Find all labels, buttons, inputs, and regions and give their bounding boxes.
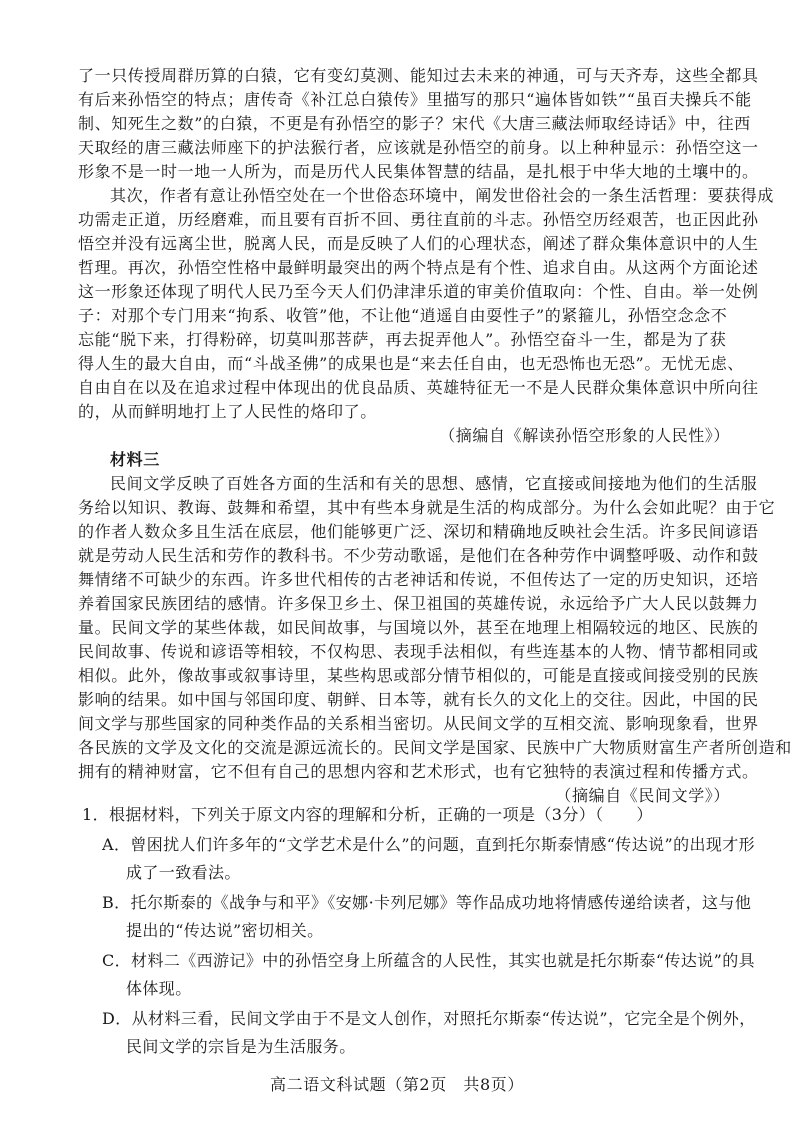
text-line: 务给以知识、教诲、鼓舞和希望，其中有些本身就是生活的构成部分。为什么会如此呢？由于它	[78, 498, 776, 517]
option-text: 民间文学的宗旨是为生活服务。	[126, 1037, 356, 1056]
option-label: B．	[102, 893, 131, 912]
text-line: 相似。此外，像故事或叙事诗里，某些构思或部分情节相似的，可能是直接或间接受别的民族	[78, 666, 759, 685]
option-text: 托尔斯泰的《战争与和平》《安娜·卡列尼娜》等作品成功地将情感传递给读者，这与他	[130, 893, 752, 912]
question-1	[82, 801, 756, 1061]
option-b	[82, 889, 752, 945]
option-text: 从材料三看，民间文学由于不是文人创作，对照托尔斯泰“传达说”，它完全是个例外，	[131, 1009, 756, 1028]
text-line: 忘能“脱下来，打得粉碎，切莫叫那菩萨，再去捉弄他人”。孙悟空奋斗一生，都是为了获	[78, 330, 727, 349]
text-line: 了一只传授周群历算的白猿，它有变幻莫测、能知过去未来的神通，可与天齐寿，这些全都具	[78, 66, 759, 85]
text-line: 的，从而鲜明地打上了人民性的烙印了。	[78, 402, 377, 421]
text-line: 子：对那个专门用来“拘系、收管”他，不让他“逍遥自由耍性子”的紧箍儿，孙悟空念念不	[78, 306, 728, 325]
option-c	[82, 947, 756, 1003]
option-a	[82, 831, 756, 887]
material-two-continuation	[78, 64, 792, 808]
page-footer: 高二语文科试题（第2页 共8页）	[270, 1075, 524, 1094]
text-line: 自由自在以及在追求过程中体现出的优良品质、英雄特征无一不是人民群众集体意识中所向往	[78, 378, 759, 397]
source-attribution: （摘编自《民间文学》）	[555, 786, 730, 805]
text-line: 形象不是一时一地一人所为，而是历代人民集体智慧的结晶，是扎根于中华大地的土壤中的。	[78, 162, 759, 181]
text-line: 间文学与那些国家的同种类作品的关系相当密切。从民间文学的互相交流、影响现象看，世界	[78, 714, 759, 733]
text-line: 各民族的文学及文化的交流是源远流长的。民间文学是国家、民族中广大物质财富生产者所创造和	[78, 738, 792, 757]
text-line: 功需走正道，历经磨难，而且要有百折不回、勇往直前的斗志。孙悟空历经艰苦，也正因此孙	[78, 210, 759, 229]
source-attribution: （摘编自《解读孙悟空形象的人民性》）	[439, 426, 730, 445]
question-stem: 1．根据材料，下列关于原文内容的理解和分析，正确的一项是（3分）（ ）	[82, 805, 653, 824]
text-line: 养着国家民族团结的感情。许多保卫乡土、保卫祖国的英雄传说，永远给予广大人民以鼓舞力	[78, 594, 759, 613]
option-text: 体体现。	[126, 979, 192, 998]
text-line: 量。民间文学的某些体裁，如民间故事，与国境以外，甚至在地理上相隔较远的地区、民族的	[78, 618, 759, 637]
option-text: 成了一致看法。	[126, 863, 241, 882]
text-line: 其次，作者有意让孙悟空处在一个世俗态环境中，阐发世俗社会的一条生活哲理：要获得成	[110, 186, 775, 205]
text-line: 影响的结果。如中国与邻国印度、朝鲜、日本等，就有长久的文化上的交往。因此，中国的民	[78, 690, 759, 709]
option-line	[102, 947, 756, 975]
option-line	[102, 831, 756, 859]
text-line: 得人生的最大自由，而“斗战圣佛”的成果也是“来去任自由，也无恐怖也无恐”。无忧无虑、	[78, 354, 744, 373]
option-label: A．	[102, 835, 131, 854]
text-line: 就是劳动人民生活和劳作的教科书。不少劳动歌谣，是他们在各种劳作中调整呼吸、动作和鼓	[78, 546, 759, 565]
text-line: 舞情绪不可缺少的东西。许多世代相传的古老神话和传说，不但传达了一定的历史知识，还培	[78, 570, 759, 589]
text-line: 有后来孙悟空的特点；唐传奇《补江总白猿传》里描写的那只“遍体皆如铁”“虽百夫操兵不能	[78, 90, 752, 109]
option-d	[82, 1005, 756, 1061]
text-line: 哲理。再次，孙悟空性格中最鲜明最突出的两个特点是有个性、追求自由。从这两个方面论述	[78, 258, 759, 277]
section-title: 材料三	[110, 450, 160, 469]
text-line: 悟空并没有远离尘世，脱离人民，而是反映了人们的心理状态，阐述了群众集体意识中的人生	[78, 234, 759, 253]
option-label: D．	[102, 1009, 132, 1028]
text-line: 民间文学反映了百姓各方面的生活和有关的思想、感情，它直接或间接地为他们的生活服	[110, 474, 758, 493]
option-label: C．	[102, 951, 132, 970]
option-line	[102, 1005, 756, 1033]
text-line: 制、知死生之数”的白猿，不更是有孙悟空的影子？宋代《大唐三藏法师取经诗话》中，往西	[78, 114, 751, 133]
text-line: 民间故事、传说和谚语等相较，不仅构思、表现手法相似，有些连基本的人物、情节都相同或	[78, 642, 759, 661]
text-line: 这一形象还体现了明代人民乃至今天人们仍津津乐道的审美价值取向：个性、自由。举一处例	[78, 282, 759, 301]
option-line	[102, 889, 752, 917]
text-line: 天取经的唐三藏法师座下的护法猴行者，应该就是孙悟空的前身。以上种种显示：孙悟空这一	[78, 138, 759, 157]
option-text: 提出的“传达说”密切相关。	[126, 921, 324, 940]
text-line: 拥有的精神财富，它不但有自己的思想内容和艺术形式，也有它独特的表演过程和传播方式。	[78, 762, 759, 781]
text-line: 的作者人数众多且生活在底层，他们能够更广泛、深切和精确地反映社会生活。许多民间谚语	[78, 522, 759, 541]
option-text: 材料二《西游记》中的孙悟空身上所蕴含的人民性，其实也就是托尔斯泰“传达说”的具	[131, 951, 756, 970]
option-text: 曾困扰人们许多年的“文学艺术是什么”的问题，直到托尔斯泰情感“传达说”的出现才形	[130, 835, 756, 854]
